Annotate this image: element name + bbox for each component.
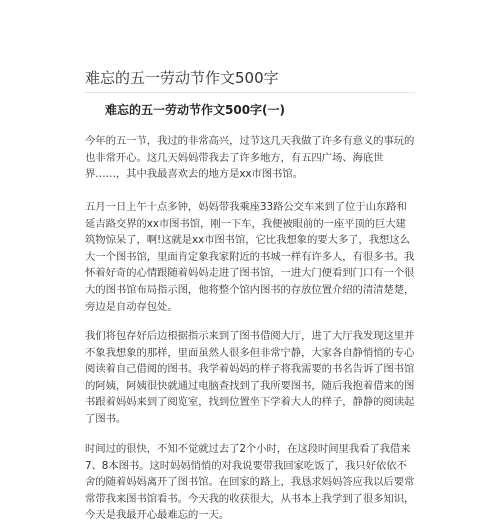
article-subtitle: 难忘的五一劳动节作文500字(一) <box>105 103 286 117</box>
paragraph: 今年的五一节，我过的非常高兴，过节这几天我做了许多有意义的事玩的也非常开心。这几天妈妈带我去了许多地方，有五四广场、海底世界……，其中我最喜欢去的地方是xx市图书馆。 <box>85 135 415 181</box>
paragraph: 时间过的很快，不知不觉就过去了2个小时，在这段时间里我看了我借来7、8本图书。这时妈妈悄悄的对我说要带我回家吃饭了，我只好依依不舍的随着妈妈离开了图书馆。在回家的路上，我恳求妈妈答应我以后要常常带我来图书馆看书。今天我的收获很大，从书本上我学到了很多知识，今天是我最开心最难忘的一天。 <box>85 443 415 522</box>
page-title: 难忘的五一劳动节作文500字 <box>85 69 279 87</box>
title-divider <box>85 92 415 93</box>
paragraph: 五月一日上午十点多钟，妈妈带我乘座33路公交车来到了位于山东路和延吉路交界的xx市图书馆，刚一下车，我便被眼前的一座平顶的巨大建筑物惊呆了，啊!这就是xx市图书馆，它比我想象的要大多了，我想这么大一个图书馆，里面肯定象我家附近的书城一样有许多人，有很多书。我怀着好奇的心情跟随着妈妈走进了图书馆，一进大门便看到门口有一个很大的图书馆布局指示图，他将整个馆内图书的存放位置介绍的清清楚楚，旁边是自动存包处。 <box>85 201 415 313</box>
paragraph: 我们将包存好后边根据指示来到了图书借阅大厅，进了大厅我发现这里并不象我想象的那样，里面虽然人很多但非常宁静，大家各自静悄悄的专心阅读着自己借阅的图书。我学着妈妈的样子将我需要的书名告诉了图书馆的阿姨，阿姨很快就通过电脑查找到了我所要图书，随后我抱着借来的图书跟着妈妈来到了阅览室，找到位置坐下学着大人的样子，静静的阅读起了图书。 <box>85 330 415 425</box>
